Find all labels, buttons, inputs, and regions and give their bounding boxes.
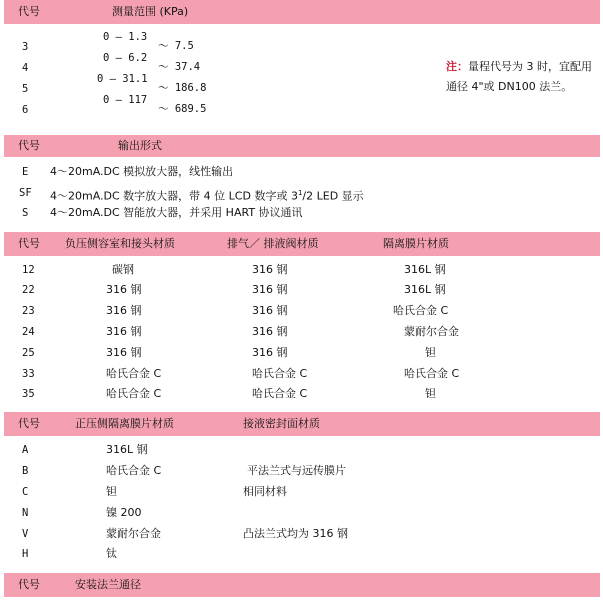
range-min-3: 0 — 1.3 [103, 31, 148, 43]
material-c2-12: 316 钢 [252, 263, 288, 276]
section1-code-header: 代号 [18, 5, 40, 18]
material-c3-12: 316L 钢 [404, 263, 446, 276]
material-code-25: 25 [22, 347, 35, 359]
section2-header-bar [4, 135, 600, 157]
output-code-s: S [22, 207, 29, 219]
material-c3-25: 钽 [425, 346, 436, 359]
output-text-e: 4～20mA.DC 模拟放大器，线性输出 [50, 165, 234, 178]
diaphragm-code-b: B [22, 465, 29, 477]
material-c1-24: 316 钢 [106, 325, 142, 338]
note-line1: 量程代号为 3 时，宜配用 [468, 60, 592, 73]
material-code-33: 33 [22, 368, 35, 380]
range-max-5: ～ 186.8 [158, 82, 207, 94]
section4-col2-header: 接液密封面材质 [243, 417, 320, 430]
range-min-5: 0 — 31.1 [97, 73, 148, 85]
material-c3-33: 哈氏合金 C [404, 367, 460, 380]
section1-header-bar [4, 0, 600, 24]
range-max-4: ～ 37.4 [158, 61, 201, 73]
output-text-sf [50, 186, 364, 204]
diaphragm-c1-b: 哈氏合金 C [106, 464, 162, 477]
material-c2-35: 哈氏合金 C [252, 387, 308, 400]
note-label: 注： [446, 60, 468, 73]
section5-code-header: 代号 [18, 578, 40, 591]
material-c1-35: 哈氏合金 C [106, 387, 162, 400]
range-code-4: 4 [22, 62, 29, 74]
diaphragm-c1-c: 钽 [106, 485, 117, 498]
range-code-6: 6 [22, 104, 29, 116]
section4-code-header: 代号 [18, 417, 40, 430]
material-c2-33: 哈氏合金 C [252, 367, 308, 380]
material-c1-12: 碳钢 [112, 263, 134, 276]
material-c3-23: 哈氏合金 C [393, 304, 449, 317]
output-text-sf-a: 4～20mA.DC 数字放大器，带 4 位 LCD 数字或 3 [50, 189, 298, 203]
diaphragm-code-h: H [22, 548, 29, 560]
diaphragm-c1-v: 蒙耐尔合金 [106, 527, 161, 540]
output-text-s: 4～20mA.DC 智能放大器，并采用 HART 协议通讯 [50, 206, 303, 219]
output-code-e: E [22, 166, 29, 178]
note-text-line1 [446, 60, 592, 74]
material-c3-22: 316L 钢 [404, 283, 446, 296]
section3-col3-header: 隔离膜片材质 [383, 237, 449, 250]
range-min-4: 0 — 6.2 [103, 52, 148, 64]
material-code-12: 12 [22, 264, 35, 276]
diaphragm-code-v: V [22, 528, 29, 540]
section3-code-header: 代号 [18, 237, 40, 250]
material-code-24: 24 [22, 326, 35, 338]
diaphragm-code-n: N [22, 507, 29, 519]
material-code-35: 35 [22, 388, 35, 400]
material-c1-25: 316 钢 [106, 346, 142, 359]
output-text-sf-sup: 1 [297, 189, 303, 197]
material-c2-22: 316 钢 [252, 283, 288, 296]
section2-title: 输出形式 [118, 139, 162, 152]
diaphragm-c2-b: 平法兰式与远传膜片 [247, 464, 346, 477]
output-text-sf-b: /2 LED 显示 [302, 189, 364, 203]
diaphragm-c1-a: 316L 钢 [106, 443, 148, 456]
output-code-sf: SF [19, 187, 32, 199]
range-code-5: 5 [22, 83, 29, 95]
material-c3-35: 钽 [425, 387, 436, 400]
diaphragm-c1-h: 钛 [106, 547, 117, 560]
material-code-23: 23 [22, 305, 35, 317]
range-max-6: ～ 689.5 [158, 103, 207, 115]
material-c3-24: 蒙耐尔合金 [404, 325, 459, 338]
range-code-3: 3 [22, 41, 29, 53]
diaphragm-c2-c: 相同材料 [243, 485, 287, 498]
section5-title: 安装法兰通径 [75, 578, 141, 591]
note-line2: 通径 4"或 DN100 法兰。 [446, 80, 573, 93]
material-c1-33: 哈氏合金 C [106, 367, 162, 380]
material-c1-22: 316 钢 [106, 283, 142, 296]
diaphragm-c2-v: 凸法兰式均为 316 钢 [243, 527, 348, 540]
section3-col2-header: 排气／ 排液阀材质 [227, 237, 319, 250]
material-c2-24: 316 钢 [252, 325, 288, 338]
section4-col1-header: 正压侧隔离膜片材质 [75, 417, 174, 430]
range-max-3: ～ 7.5 [158, 40, 194, 52]
diaphragm-code-c: C [22, 486, 29, 498]
range-min-6: 0 — 117 [103, 94, 148, 106]
diaphragm-code-a: A [22, 444, 29, 456]
section1-title: 测量范围 (KPa) [112, 5, 189, 18]
section2-code-header: 代号 [18, 139, 40, 152]
material-c2-25: 316 钢 [252, 346, 288, 359]
material-c1-23: 316 钢 [106, 304, 142, 317]
section3-col1-header: 负压侧容室和接头材质 [65, 237, 175, 250]
material-c2-23: 316 钢 [252, 304, 288, 317]
material-code-22: 22 [22, 284, 35, 296]
diaphragm-c1-n: 镍 200 [106, 506, 142, 519]
